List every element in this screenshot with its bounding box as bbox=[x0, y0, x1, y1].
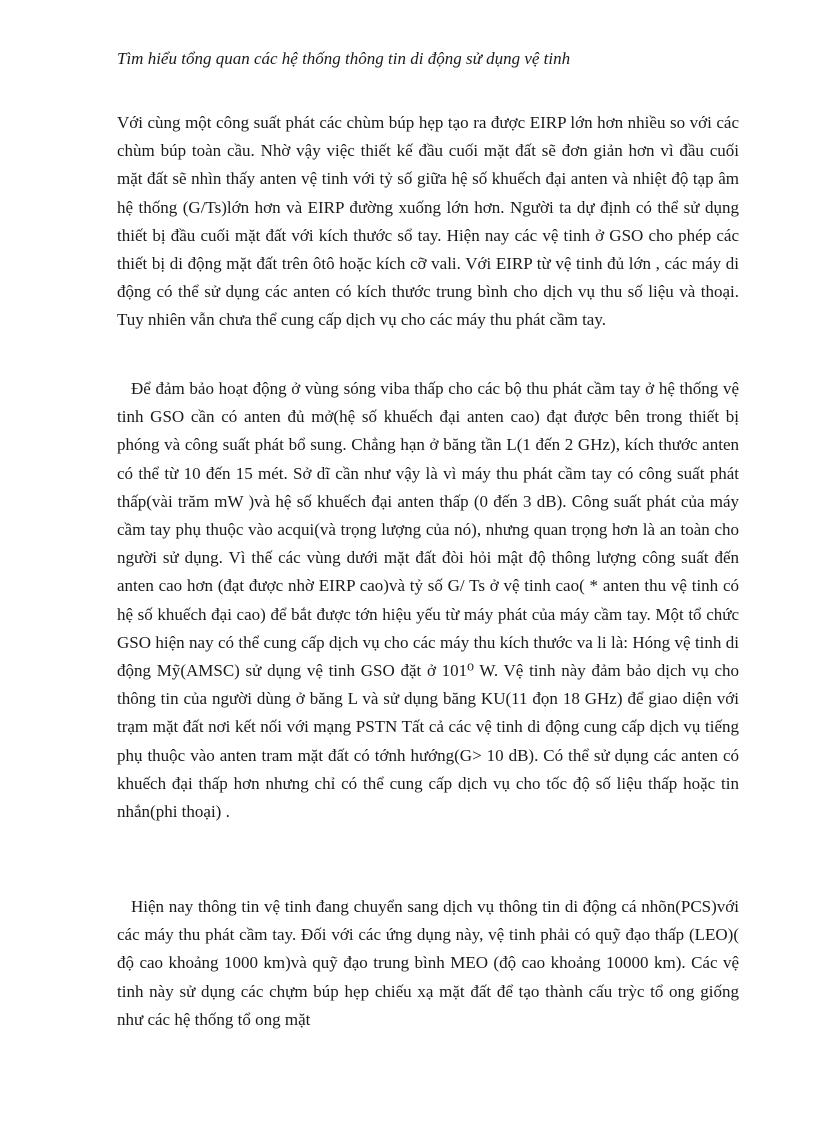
paragraph-1: Với cùng một công suất phát các chùm búp hẹp tạo ra được EIRP lớn hơn nhiều so với các chùm búp toàn cầu. Nhờ vậy việc thiết kế đầu cuối mặt đất sẽ đơn giản hơn vì đầu cuối mặt đất sẽ nhìn thấy anten vệ tinh với tỷ số giữa hệ số khuếch đại anten và nhiệt độ tạp âm hệ thống (G/Ts)lớn hơn và EIRP đường xuống lớn hơn. Người ta dự định có thể sử dụng thiết bị đầu cuối mặt đất với kích thước sổ tay. Hiện nay các vệ tinh ở GSO cho phép các thiết bị di động mặt đất trên ôtô hoặc kích cỡ vali. Với EIRP từ vệ tinh đủ lớn , các máy di động có thể sử dụng các anten có kích thước trung bình cho dịch vụ thu số liệu và thoại. Tuy nhiên vẫn chưa thể cung cấp dịch vụ cho các máy thu phát cầm tay. bbox=[117, 113, 739, 330]
running-header: Tìm hiểu tổng quan các hệ thống thông tin di động sử dụng vệ tinh bbox=[117, 49, 571, 68]
paragraph-3: Hiện nay thông tin vệ tinh đang chuyển sang dịch vụ thông tin di động cá nhõn(PCS)với các máy thu phát cầm tay. Đối với các ứng dụng này, vệ tinh phải có quỹ đạo thấp (LEO)( độ cao khoảng 1000 km)và quỹ đạo trung bình MEO (độ cao khoảng 10000 km). Các vệ tinh này sử dụng các chựm búp hẹp chiếu xạ mặt đất để tạo thành cấu trỳc tổ ong giống như các hệ thống tổ ong mặt bbox=[117, 897, 739, 1029]
paragraph-2: Để đảm bảo hoạt động ở vùng sóng viba thấp cho các bộ thu phát cầm tay ở hệ thống vệ tinh GSO cần có anten đủ mở(hệ số khuếch đại anten cao) đạt được bên trong thiết bị phóng và công suất phát bổ sung. Chẳng hạn ở băng tần L(1 đến 2 GHz), kích thước anten có thể từ 10 đến 15 mét. Sở dĩ cần như vậy là vì máy thu phát cầm tay có công suất phát thấp(vài trăm mW )và hệ số khuếch đại anten thấp (0 đến 3 dB). Công suất phát của máy cầm tay phụ thuộc vào acqui(và trọng lượng của nó), nhưng quan trọng hơn là an toàn cho người sử dụng. Vì thế các vùng dưới mặt đất đòi hỏi mật độ thông lượng công suất đến anten cao hơn (đạt được nhờ EIRP cao)và tỷ số G/ Ts ở vệ tinh cao( * anten thu vệ tinh có hệ số khuếch đại cao) để bắt được tớn hiệu yếu từ máy phát của máy cầm tay. Một tổ chức GSO hiện nay có thể cung cấp dịch vụ cho các máy thu kích thước va li là: Hóng vệ tinh di động Mỹ(AMSC) sử dụng vệ tinh GSO đặt ở 101⁰ W. Vệ tinh này đảm bảo dịch vụ cho thông tin của người dùng ở băng L và sử dụng băng KU(11 đọn 18 GHz) để giao diện với trạm mặt đất nơi kết nối với mạng PSTN Tất cả các vệ tinh di động cung cấp dịch vụ tiếng phụ thuộc vào anten tram mặt đất có tớnh hướng(G> 10 dB). Có thể sử dụng các anten có khuếch đại thấp hơn nhưng chỉ có thể cung cấp dịch vụ cho tốc độ số liệu thấp hoặc tin nhắn(phi thoại) . bbox=[117, 379, 739, 822]
